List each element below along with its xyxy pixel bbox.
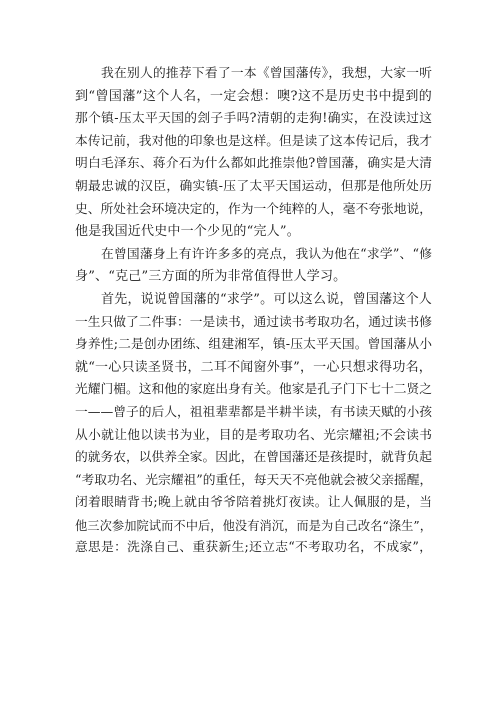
paragraph-1-line-3: 那个镇-压太平天国的刽子手吗?清朝的走狗!确实，在没读过这	[75, 111, 432, 127]
paragraph-3-line-4: 就“一心只读圣贤书，二耳不闻窗外事”，一心只想求得功名，	[75, 359, 432, 375]
paragraph-1-line-5: 明白毛泽东、蒋介石为什么都如此推崇他?曾国藩，确实是大清	[75, 156, 432, 172]
paragraph-3-line-1: 首先，说说曾国藩的“求学”。可以这么说，曾国藩这个人	[101, 291, 432, 307]
paragraph-3-line-6: 一——曾子的后人，祖祖辈辈都是半耕半读，有书读天赋的小孩	[75, 404, 432, 420]
paragraph-2-line-2: 身”、“克己”三方面的所为非常值得世人学习。	[75, 269, 347, 285]
paragraph-2-line-1: 在曾国藩身上有许许多多的亮点，我认为他在“求学”、“修	[101, 246, 432, 262]
paragraph-3-line-5: 光耀门楣。这和他的家庭出身有关。他家是孔子门下七十二贤之	[75, 382, 432, 398]
paragraph-1-line-4: 本传记前，我对他的印象也是这样。但是读了这本传记后，我才	[75, 133, 432, 149]
paragraph-1-line-7: 史、所处社会环境决定的，作为一个纯粹的人，毫不夸张地说，	[75, 201, 432, 217]
paragraph-3-line-9: “考取功名、光宗耀祖”的重任，每天天不亮他就会被父亲摇醒，	[75, 472, 433, 488]
paragraph-3-line-7: 从小就让他以读书为业，目的是考取功名、光宗耀祖;不会读书	[75, 427, 432, 443]
paragraph-1-line-8: 他是我国近代史中一个少见的“完人”。	[75, 224, 300, 240]
paragraph-1-line-2: 到“曾国藩”这个人名，一定会想：噢?这不是历史书中提到的	[75, 88, 432, 104]
paragraph-3-line-10: 闭着眼睛背书;晚上就由爷爷陪着挑灯夜读。让人佩服的是，当	[75, 495, 432, 511]
paragraph-1-line-6: 朝最忠诚的汉臣，确实镇-压了太平天国运动，但那是他所处历	[75, 178, 432, 194]
body-text	[75, 63, 432, 560]
paragraph-3-line-12: 意思是：洗涤自己、重获新生;还立志“不考取功名，不成家”，	[75, 540, 432, 556]
paragraph-3-line-2: 一生只做了二件事：一是读书，通过读书考取功名，通过读书修	[75, 314, 432, 330]
paragraph-1-line-1: 我在别人的推荐下看了一本《曾国藩传》，我想，大家一听	[101, 66, 432, 81]
paragraph-3-line-8: 的就务农，以供养全家。因此，在曾国藩还是孩提时，就背负起	[75, 450, 432, 466]
paragraph-3-line-11: 他三次参加院试而不中后，他没有消沉，而是为自己改名“涤生”，	[75, 518, 432, 533]
paragraph-3-line-3: 身养性;二是创办团练、组建湘军，镇-压太平天国。曾国藩从小	[75, 337, 432, 353]
